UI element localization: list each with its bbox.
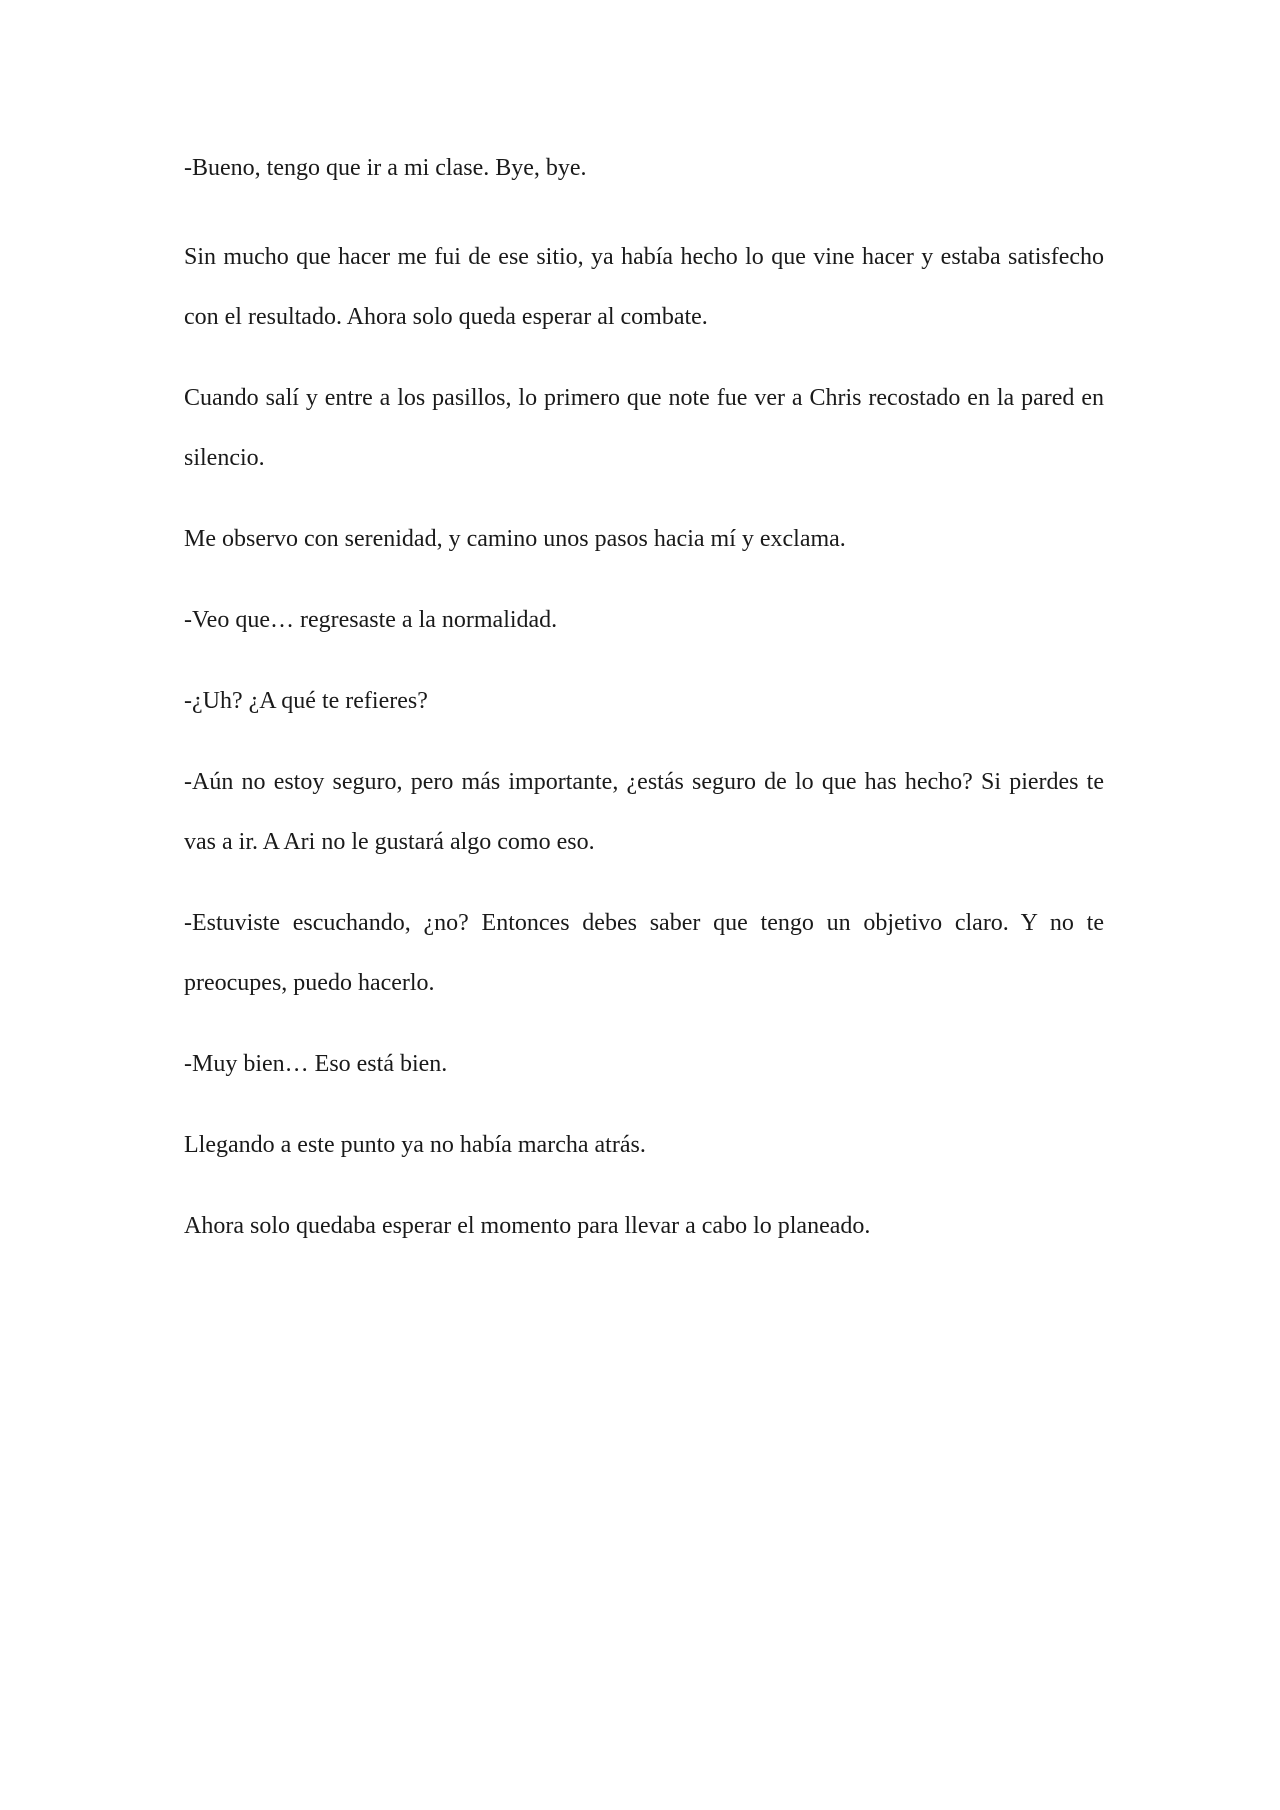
paragraph: Me observo con serenidad, y camino unos pasos hacia mí y exclama. — [184, 526, 846, 552]
document-body — [184, 146, 1104, 1277]
paragraph: -Estuviste escuchando, ¿no? Entonces debes saber que tengo un objetivo claro. Y no te preocupes, puedo hacerlo. — [184, 910, 1104, 996]
paragraph: Llegando a este punto ya no había marcha atrás. — [184, 1132, 646, 1158]
paragraph: -Veo que… regresaste a la normalidad. — [184, 607, 558, 633]
paragraph: -Muy bien… Eso está bien. — [184, 1051, 448, 1077]
paragraph: Cuando salí y entre a los pasillos, lo primero que note fue ver a Chris recostado en la pared en silencio. — [184, 385, 1104, 471]
paragraph: -Aún no estoy seguro, pero más importante, ¿estás seguro de lo que has hecho? Si pierdes te vas a ir. A Ari no le gustará algo como eso. — [184, 769, 1104, 855]
paragraph: -Bueno, tengo que ir a mi clase. Bye, bye. — [184, 155, 587, 181]
paragraph: -¿Uh? ¿A qué te refieres? — [184, 688, 428, 714]
paragraph: Sin mucho que hacer me fui de ese sitio, ya había hecho lo que vine hacer y estaba satisfecho con el resultado. Ahora solo queda esperar al combate. — [184, 244, 1104, 330]
paragraph: Ahora solo quedaba esperar el momento para llevar a cabo lo planeado. — [184, 1213, 871, 1239]
